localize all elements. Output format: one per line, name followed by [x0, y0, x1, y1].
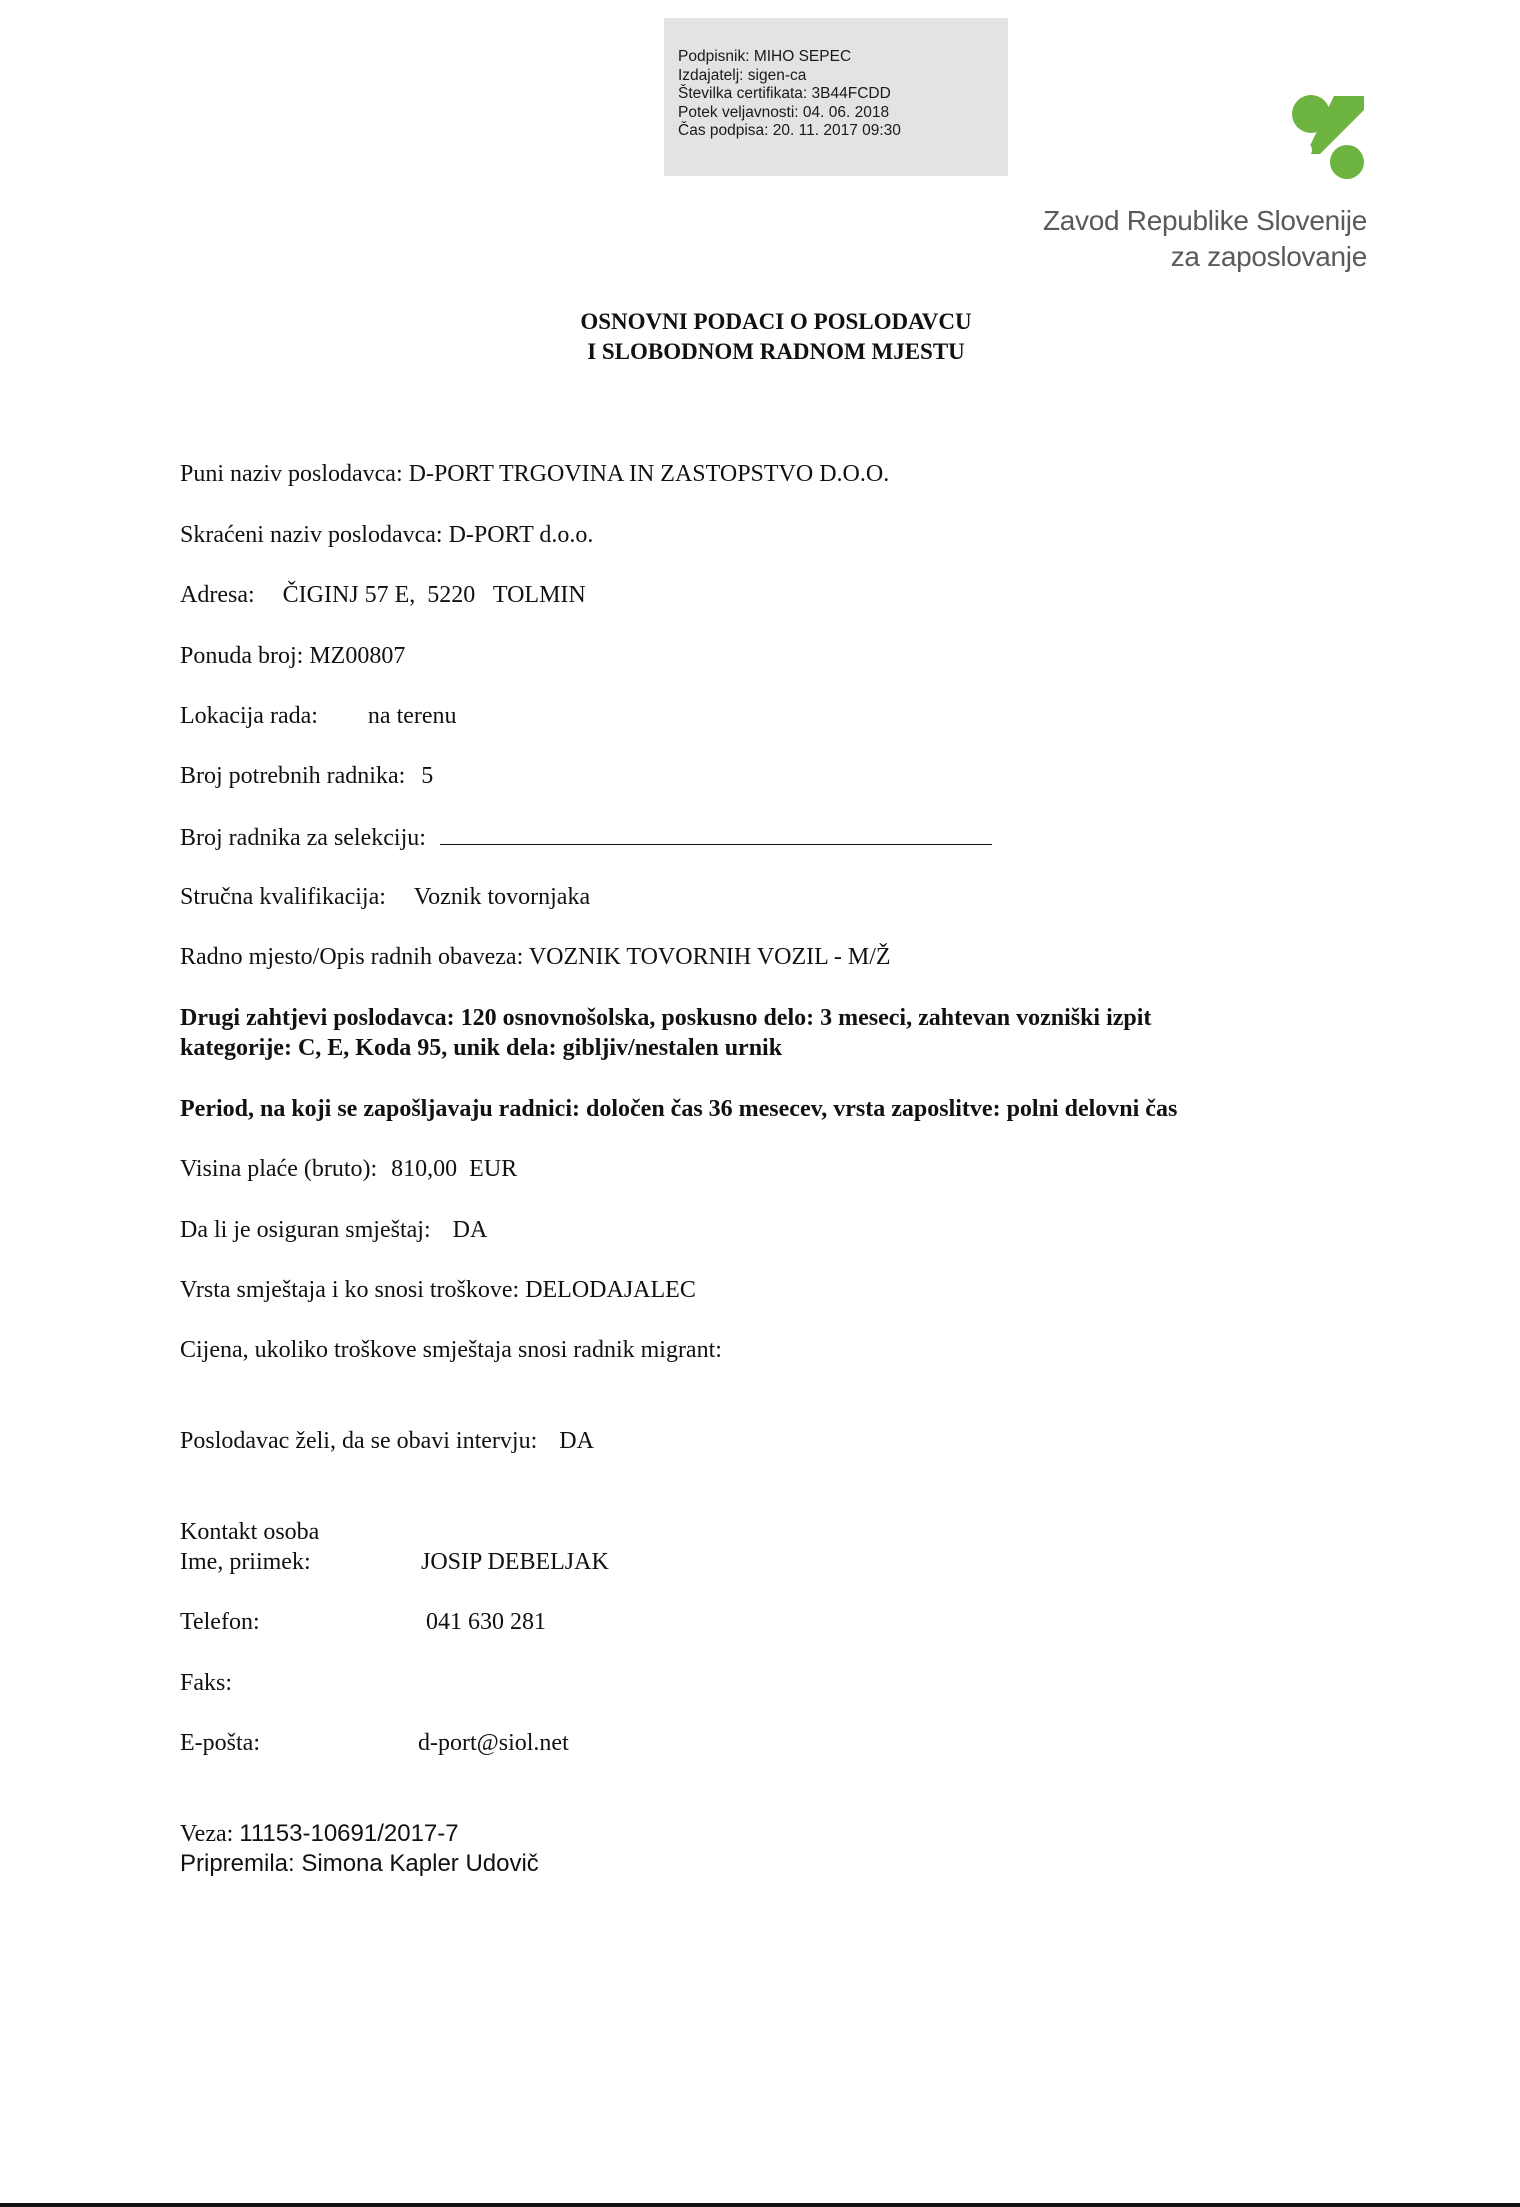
digital-signature-box	[664, 18, 1008, 176]
page-bottom-rule	[0, 2203, 1520, 2207]
other-requirements-line-2: kategorije: C, E, Koda 95, unik dela: gibljiv/nestalen urnik	[180, 1035, 783, 1061]
interview-row	[180, 1426, 594, 1456]
zrsz-logo-icon	[1290, 92, 1370, 182]
housing-type: Vrsta smještaja i ko snosi troškove: DELODAJALEC	[180, 1277, 696, 1303]
signature-time: Čas podpisa: 20. 11. 2017 09:30	[678, 122, 901, 139]
contact-phone-value: 041 630 281	[426, 1609, 546, 1635]
contact-heading: Kontakt osoba	[180, 1519, 320, 1545]
signature-validity: Potek veljavnosti: 04. 06. 2018	[678, 103, 890, 121]
workers-value: 5	[421, 763, 434, 789]
workers-row	[180, 761, 433, 791]
interview-label: Poslodavac želi, da se obavi intervju:	[180, 1428, 538, 1454]
logo-line-1: Zavod Republike Slovenije	[1042, 205, 1367, 236]
interview-value: DA	[559, 1428, 594, 1454]
reference-label: Veza:	[180, 1821, 234, 1847]
employer-short-name: Skraćeni naziv poslodavca: D-PORT d.o.o.	[180, 522, 594, 548]
salary-row	[180, 1154, 517, 1184]
housing-value: DA	[452, 1217, 488, 1243]
salary-value: 810,00 EUR	[391, 1156, 518, 1182]
other-requirements-line-1: Drugi zahtjevi poslodavca: 120 osnovnošolska, poskusno delo: 3 meseci, zahtevan vozniški izpit	[180, 1005, 1152, 1031]
housing-label: Da li je osiguran smještaj:	[180, 1217, 431, 1243]
location-label: Lokacija rada:	[180, 703, 318, 729]
qualification-label: Stručna kvalifikacija:	[180, 884, 386, 910]
contact-fax-row	[180, 1668, 232, 1698]
prepared-by: Pripremila: Simona Kapler Udovič	[180, 1850, 539, 1877]
contact-email-label: E-pošta:	[180, 1730, 260, 1756]
address-label: Adresa:	[180, 582, 255, 608]
address-value: ČIGINJ 57 E, 5220 TOLMIN	[282, 582, 586, 608]
employment-period: Period, na koji se zapošljavaju radnici: določen čas 36 mesecev, vrsta zaposlitve: polni delovni čas	[180, 1096, 1178, 1122]
employer-full-name: Puni naziv poslodavca: D-PORT TRGOVINA IN ZASTOPSTVO D.O.O.	[180, 461, 890, 487]
position-description: Radno mjesto/Opis radnih obaveza: VOZNIK TOVORNIH VOZIL - M/Ž	[180, 944, 891, 970]
reference-row	[180, 1819, 459, 1849]
contact-name-value: JOSIP DEBELJAK	[421, 1549, 609, 1575]
signature-signer: Podpisnik: MIHO SEPEC	[678, 48, 852, 65]
selection-row	[180, 822, 992, 853]
document-title	[0, 307, 1520, 367]
contact-fax-label: Faks:	[180, 1670, 233, 1696]
contact-phone-label: Telefon:	[180, 1609, 260, 1635]
contact-email-value: d-port@siol.net	[418, 1730, 569, 1756]
contact-phone-row	[180, 1607, 546, 1637]
location-value: na terenu	[367, 703, 457, 729]
workers-label: Broj potrebnih radnika:	[180, 763, 406, 789]
reference-value: 11153-10691/2017-7	[239, 1820, 459, 1847]
contact-name-row	[180, 1547, 609, 1577]
signature-issuer: Izdajatelj: sigen-ca	[678, 66, 807, 84]
signature-certificate: Številka certifikata: 3B44FCDD	[678, 85, 891, 102]
selection-label: Broj radnika za selekciju:	[180, 825, 426, 851]
logo-wordmark	[1043, 203, 1367, 275]
address-row	[180, 580, 586, 610]
logo-line-2: za zaposlovanje	[1170, 241, 1367, 272]
housing-row	[180, 1215, 487, 1245]
title-line-1: OSNOVNI PODACI O POSLODAVCU	[580, 309, 972, 334]
contact-name-label: Ime, priimek:	[180, 1549, 311, 1575]
selection-blank-line	[440, 822, 992, 845]
salary-label: Visina plaće (bruto):	[180, 1156, 378, 1182]
qualification-value: Voznik tovornjaka	[413, 884, 591, 910]
title-line-2: I SLOBODNOM RADNOM MJESTU	[587, 339, 965, 364]
offer-number: Ponuda broj: MZ00807	[180, 643, 406, 669]
housing-price: Cijena, ukoliko troškove smještaja snosi radnik migrant:	[180, 1337, 722, 1363]
location-row	[180, 701, 457, 731]
qualification-row	[180, 882, 590, 912]
contact-email-row	[180, 1728, 569, 1758]
